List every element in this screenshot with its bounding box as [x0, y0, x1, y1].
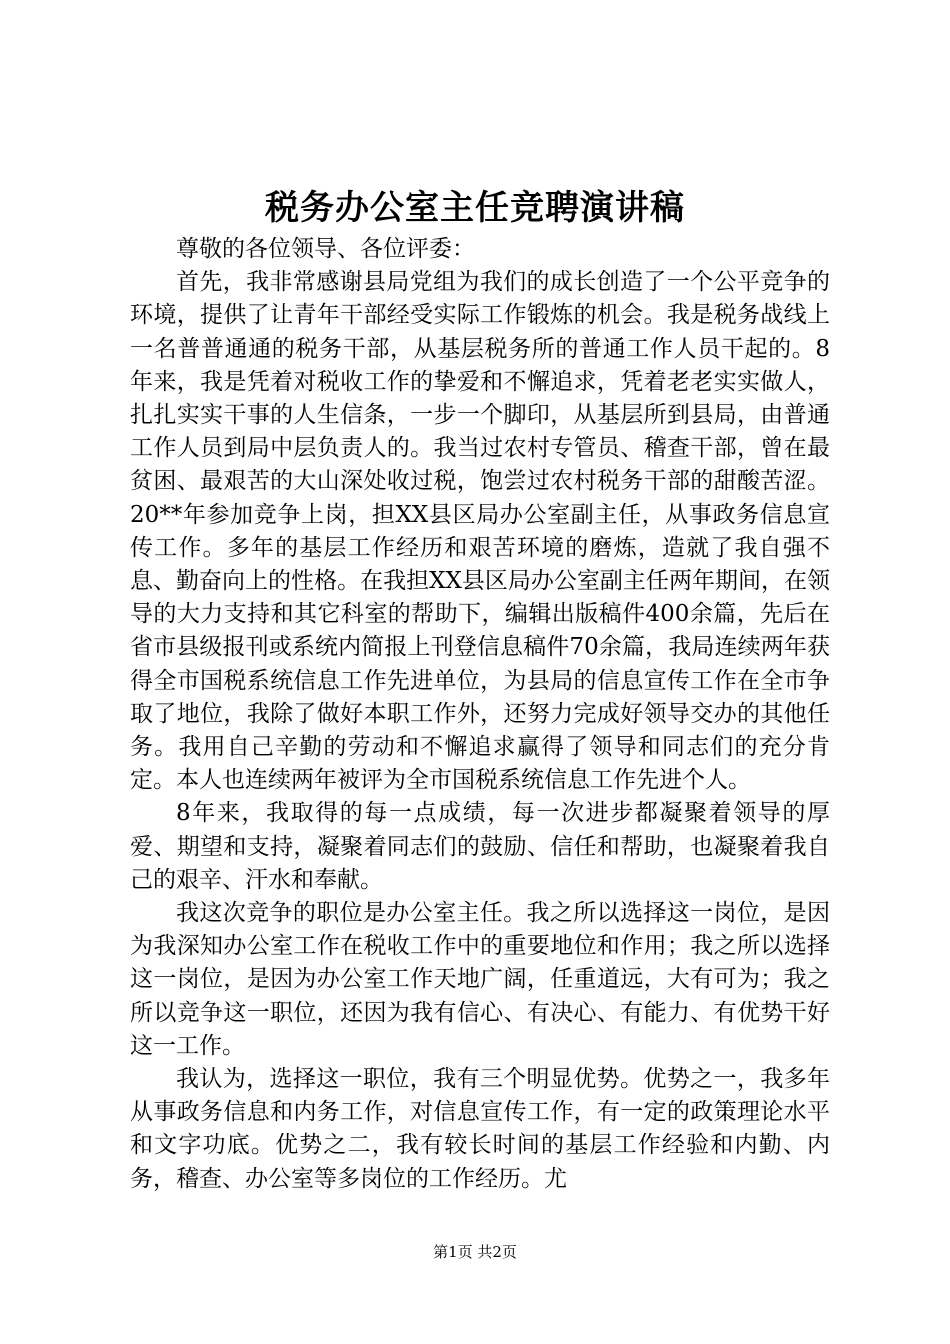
- body-paragraph: 我认为，选择这一职位，我有三个明显优势。优势之一，我多年从事政务信息和内务工作，对信息宣传工作，有一定的政策理论水平和文字功底。优势之二，我有较长时间的基层工作经验和内勤、内务，稽查、办公室等多岗位的工作经历。尤: [130, 1066, 830, 1192]
- page-number-footer: 第1页 共2页: [433, 1243, 517, 1261]
- body-paragraph: 首先，我非常感谢县局党组为我们的成长创造了一个公平竞争的环境，提供了让青年干部经受实际工作锻炼的机会。我是税务战线上一名普普通通的税务干部，从基层税务所的普通工作人员干起的。8年来，我是凭着对税收工作的挚爱和不懈追求，凭着老老实实做人，扎扎实实干事的人生信条，一步一个脚印，从基层所到县局，由普通工作人员到局中层负责人的。我当过农村专管员、稽查干部，曾在最贫困、最艰苦的大山深处收过税，饱尝过农村税务干部的甜酸苦涩。20**年参加竞争上岗，担XX县区局办公室副主任，从事政务信息宣传工作。多年的基层工作经历和艰苦环境的磨炼，造就了我自强不息、勤奋向上的性格。在我担XX县区局办公室副主任两年期间，在领导的大力支持和其它科室的帮助下，编辑出版稿件400余篇，先后在省市县级报刊或系统内简报上刊登信息稿件70余篇，我局连续两年获得全市国税系统信息工作先进单位，为县局的信息宣传工作在全市争取了地位，我除了做好本职工作外，还努力完成好领导交办的其他任务。我用自己辛勤的劳动和不懈追求赢得了领导和同志们的充分肯定。本人也连续两年被评为全市国税系统信息工作先进个人。: [130, 269, 830, 794]
- body-paragraph: 我这次竞争的职位是办公室主任。我之所以选择这一岗位，是因为我深知办公室工作在税收工作中的重要地位和作用；我之所以选择这一岗位，是因为办公室工作天地广阔，任重道远，大有可为；我之所以竞争这一职位，还因为我有信心、有决心、有能力、有优势干好这一工作。: [130, 900, 830, 1059]
- document-title: 税务办公室主任竞聘演讲稿: [265, 188, 685, 228]
- body-paragraph: 8年来，我取得的每一点成绩，每一次进步都凝聚着领导的厚爱、期望和支持，凝聚着同志们的鼓励、信任和帮助，也凝聚着我自己的艰辛、汗水和奉献。: [130, 800, 830, 893]
- salutation-paragraph: 尊敬的各位领导、各位评委：: [176, 236, 475, 262]
- document-body: [130, 233, 830, 1196]
